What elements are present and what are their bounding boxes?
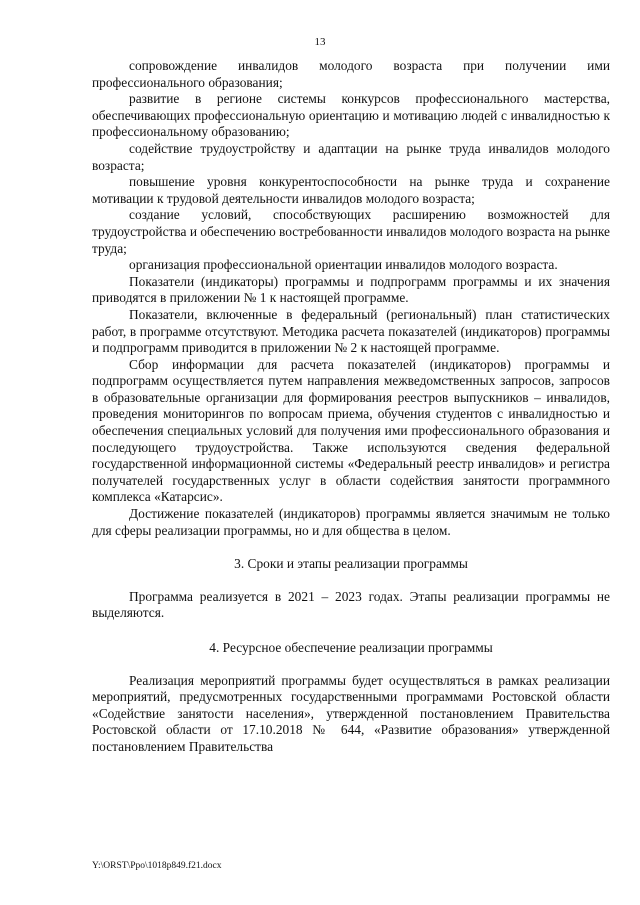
list-item: создание условий, способствующих расширению возможностей для трудоустройства и обеспечению востребованности инвалидов молодого возраста на рынке труда; (92, 207, 610, 256)
document-body (92, 58, 610, 756)
paragraph: Реализация мероприятий программы будет осуществляться в рамках реализации мероприятий, предусмотренных государственными программами Ростовской области «Содействие занятости населения», утвержденной постановлением Правительства Ростовской области от 17.10.2018 № 644, «Развитие образования» утвержденной постановлением Правительства (92, 672, 610, 754)
paragraph: Достижение показателей (индикаторов) программы является значимым не только для сферы реализации программы, но и для общества в целом. (92, 506, 610, 538)
list-item: организация профессиональной ориентации инвалидов молодого возраста. (129, 257, 558, 273)
paragraph: Показатели (индикаторы) программы и подпрограмм программы и их значения приводятся в приложении № 1 к настоящей программе. (92, 273, 610, 306)
paragraph: Показатели, включенные в федеральный (региональный) план статистических работ, в программе отсутствуют. Методика расчета показателей (индикаторов) программы и подпрограмм приводится в приложении № 2 к настоящей программе. (92, 306, 610, 356)
list-item: сопровождение инвалидов молодого возраста при получении ими профессионального образования; (92, 58, 610, 90)
paragraph: Сбор информации для расчета показателей (индикаторов) программы и подпрограмм осуществляется путем направления межведомственных запросов, запросов в образовательные организации для формирования реестров выпускников – инвалидов, проведения мониторингов по вопросам приема, обучения студентов с инвалидностью и обеспечения специальных условий для получения ими профессионального образования и последующего трудоустройства. Также используются сведения федеральной государственной информационной системы «Федеральный реестр инвалидов» и регистра получателей государственных услуг в области содействия занятости программного комплекса «Катарсис». (92, 356, 610, 505)
paragraph: Программа реализуется в 2021 – 2023 годах. Этапы реализации программы не выделяются. (92, 588, 610, 621)
section-heading: 4. Ресурсное обеспечение реализации программы (209, 640, 493, 655)
list-item: повышение уровня конкурентоспособности на рынке труда и сохранение мотивации к трудовой деятельности инвалидов молодого возраста; (92, 174, 610, 206)
file-path-footer: Y:\ORST\Ppo\1018p849.f21.docx (92, 861, 222, 871)
list-item: развитие в регионе системы конкурсов профессионального мастерства, обеспечивающих профессиональную ориентацию и мотивацию людей с инвалидностью к профессиональному образованию; (92, 91, 610, 140)
section-heading: 3. Сроки и этапы реализации программы (234, 556, 468, 572)
list-item: содействие трудоустройству и адаптации на рынке труда инвалидов молодого возраста; (92, 140, 610, 173)
page-number: 13 (314, 36, 326, 48)
